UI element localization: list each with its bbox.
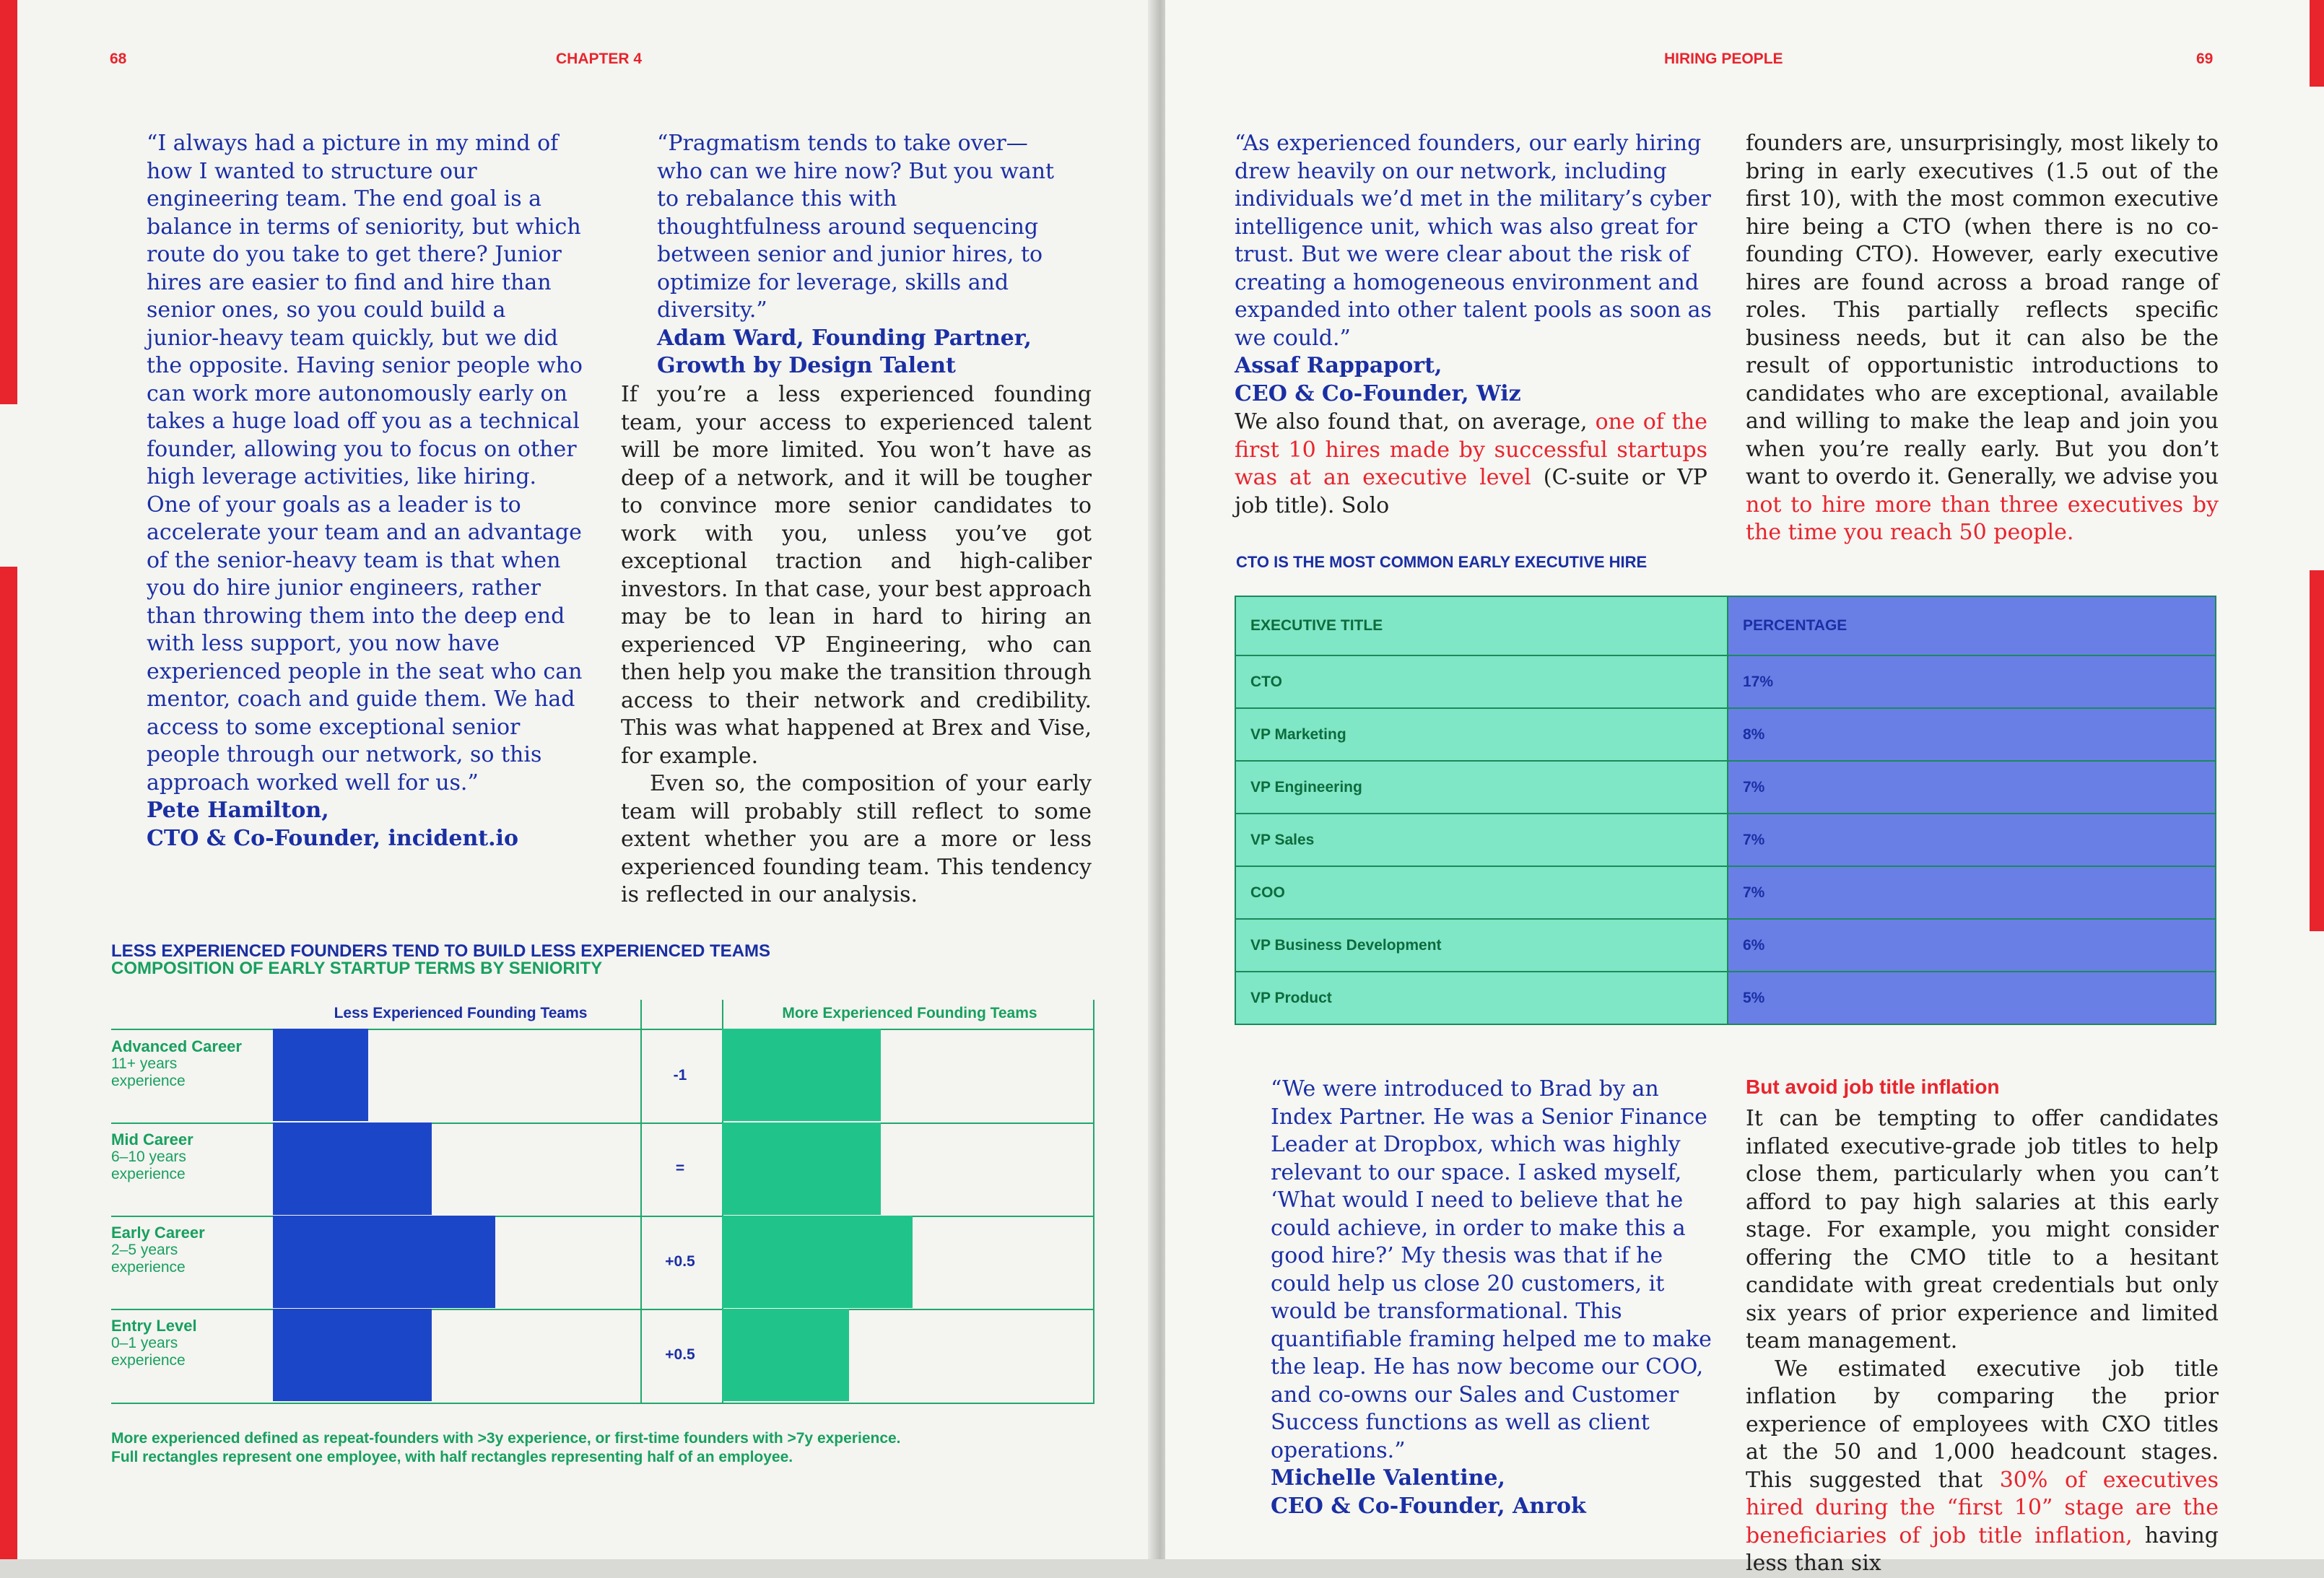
- row-divider: [111, 1403, 1094, 1404]
- bar-less-2: [273, 1216, 495, 1308]
- row-label-name: Mid Career: [111, 1130, 193, 1148]
- text-run: having less than six: [1746, 1522, 2219, 1576]
- text-run: founders are, unsurprisingly, most likely to bring in early executives (1.5 out of the first 10), with the most common executive hire being a CTO (when there is no co-founding CTO). However, early executive hires are found across a broad range of roles. This partially reflects specific business needs, but it can also be the result of opportunistic introductions to candidates who are exceptional, available and willing to make the leap and join you when you’re really early. But you don’t want to overdo it. Generally, we advise you: [1746, 131, 2219, 489]
- edge-tab: [0, 0, 17, 404]
- difference-early: +0.5: [665, 1253, 695, 1270]
- difference-advanced: -1: [673, 1067, 687, 1084]
- bar-more-1: [722, 1123, 881, 1215]
- table-header-cell: EXECUTIVE TITLE: [1235, 596, 1728, 655]
- quote-author: Assaf Rappaport,: [1235, 353, 1442, 378]
- row-label-entry: [111, 1317, 197, 1369]
- quote-block-hamilton: [147, 130, 583, 853]
- paragraph: [1746, 130, 2219, 547]
- quote-text: “We were introduced to Brad by an Index Partner. He was a Senior Finance Leader at Dropbox, which was highly relevant to our space. I asked myself, ‘What would I need to believe that he could achieve, in order to make this a good hire?’ My thesis was that if he could help us close 20 customers, it would be transformational. This quantifiable framing helped me to make the leap. He has now become our COO, and co-owns our Sales and Customer Success functions as well as client operations.”: [1271, 1076, 1712, 1463]
- row-label-range: 6–10 years: [111, 1148, 186, 1165]
- table-cell: COO: [1235, 866, 1728, 919]
- body-column: [1746, 130, 2219, 547]
- edge-tab: [2310, 0, 2324, 87]
- bar-more-2: [722, 1216, 913, 1308]
- row-divider: [111, 1029, 1094, 1030]
- chart-title: LESS EXPERIENCED FOUNDERS TEND TO BUILD LESS EXPERIENCED TEAMS: [111, 941, 771, 961]
- row-label-range: 0–1 years: [111, 1335, 178, 1351]
- quote-text: “Pragmatism tends to take over—who can we hire now? But you want to rebalance this with thoughtfulness around sequencing between senior and junior hires, to optimize for leverage, skills and diversity.”: [657, 131, 1055, 323]
- row-label-unit: experience: [111, 1352, 186, 1369]
- quote-author: Pete Hamilton,: [147, 798, 329, 823]
- table-cell: 7%: [1728, 761, 2216, 814]
- page-number: 69: [2196, 51, 2214, 67]
- chart-footnote: [111, 1429, 901, 1467]
- table-cell: VP Product: [1235, 972, 1728, 1024]
- table-row: [1235, 655, 2216, 708]
- table-cell: CTO: [1235, 655, 1728, 708]
- bar-more-3: [722, 1309, 849, 1401]
- row-label-unit: experience: [111, 1073, 186, 1089]
- bar-less-3: [273, 1309, 432, 1401]
- table-row: [1235, 919, 2216, 972]
- bar-less-0: [273, 1029, 368, 1121]
- table-cell: 17%: [1728, 655, 2216, 708]
- table-cell: VP Engineering: [1235, 761, 1728, 814]
- running-head: HIRING PEOPLE: [1664, 51, 1783, 67]
- footnote-line: Full rectangles represent one employee, with half rectangles representing half of an employee.: [111, 1449, 793, 1465]
- quote-text: “I always had a picture in my mind of how I wanted to structure our engineering team. The end goal is a balance in terms of seniority, but which route do you take to get there? Junior hires are easier to find and hire than senior ones, so you could build a junior-heavy team quickly, but we did the opposite. Having senior people who can work more autonomously early on takes a huge load off you as a technical founder, allowing you to focus on other high leverage activities, like hiring. One of your goals as a leader is to accelerate your team and an advantage of the senior-heavy team is that when you do hire junior engineers, rather than throwing them into the deep end with less support, you now have experienced people in the seat who can mentor, coach and guide them. We had access to some exceptional senior people through our network, so this approach worked well for us.”: [147, 131, 583, 795]
- row-label-name: Entry Level: [111, 1317, 197, 1335]
- quote-author-title: CEO & Co-Founder, Wiz: [1235, 380, 1521, 406]
- table-row: [1235, 708, 2216, 761]
- row-label-unit: experience: [111, 1166, 186, 1182]
- text-run: We estimated executive job title inflation by comparing the prior experience of employees with CXO titles at the 50 and 1,000 headcount stages. This suggested that: [1746, 1356, 2219, 1493]
- table-cell: 7%: [1728, 866, 2216, 919]
- table-cell: VP Marketing: [1235, 708, 1728, 761]
- row-label-mid: [111, 1131, 193, 1183]
- table-title: CTO IS THE MOST COMMON EARLY EXECUTIVE HIRE: [1236, 553, 1648, 571]
- paragraph: It can be tempting to offer candidates inflated executive-grade job titles to help close them, particularly when you can’t afford to pay high salaries at this early stage. For example, you might consider offering the CMO title to a hesitant candidate with great credentials but only six years of prior experience and limited team management.: [1746, 1106, 2219, 1353]
- page-number: 68: [110, 51, 127, 67]
- executive-hire-table: [1235, 596, 2216, 1025]
- row-label-name: Early Career: [111, 1224, 205, 1242]
- table-row: [1235, 866, 2216, 919]
- table-cell: VP Sales: [1235, 814, 1728, 866]
- table-cell: 8%: [1728, 708, 2216, 761]
- table-header-cell: PERCENTAGE: [1728, 596, 2216, 655]
- quote-author-title: CTO & Co-Founder, incident.io: [147, 825, 518, 851]
- chart-subtitle: COMPOSITION OF EARLY STARTUP TERMS BY SENIORITY: [111, 959, 603, 978]
- table-header-row: [1235, 596, 2216, 655]
- row-label-early: [111, 1224, 205, 1276]
- text-run: (C-suite or VP job title). Solo: [1235, 465, 1707, 518]
- quote-block-ward: [657, 130, 1061, 380]
- row-divider: [111, 1123, 1094, 1124]
- row-divider: [111, 1216, 1094, 1217]
- quote-author: Michelle Valentine,: [1271, 1465, 1505, 1491]
- highlight: 30% of executives hired during the “first 10” stage are the beneficiaries of job title inflation,: [1746, 1467, 2219, 1548]
- quote-author-title: CEO & Co-Founder, Anrok: [1271, 1493, 1586, 1519]
- difference-entry: +0.5: [665, 1346, 695, 1363]
- table-row: [1235, 814, 2216, 866]
- running-head: CHAPTER 4: [556, 51, 643, 67]
- table-cell: 6%: [1728, 919, 2216, 972]
- body-column: [1746, 1105, 2219, 1578]
- series-header-more: More Experienced Founding Teams: [782, 1005, 1037, 1021]
- row-label-range: 2–5 years: [111, 1242, 178, 1258]
- paragraph: [1235, 409, 1707, 520]
- difference-mid: =: [675, 1160, 685, 1177]
- highlight: not to hire more than three executives by the time you reach 50 people.: [1746, 492, 2219, 545]
- quote-block-valentine: [1271, 1076, 1718, 1520]
- row-label-unit: experience: [111, 1259, 186, 1276]
- table-cell: VP Business Development: [1235, 919, 1728, 972]
- table-row: [1235, 761, 2216, 814]
- paragraph: If you’re a less experienced founding team, your access to experienced talent will be more limited. You won’t have as deep of a network, and it will be tougher to convince more senior candidates to work with you, unless you’ve got exceptional traction and high-caliber investors. In that case, your best approach may be to lean in hard to hiring an experienced VP Engineering, who can then help you make the transition through access to their network and credibility. This was what happened at Brex and Vise, for example.: [621, 382, 1092, 769]
- bar-less-1: [273, 1123, 432, 1215]
- highlight: one of the first 10 hires made by successful startups was at an executive level: [1235, 409, 1707, 490]
- edge-tab: [0, 567, 17, 1559]
- paragraph: Even so, the composition of your early team will probably still reflect to some extent whether you are a more or less experienced founding team. This tendency is reflected in our analysis.: [621, 771, 1092, 907]
- series-header-less: Less Experienced Founding Teams: [334, 1005, 588, 1021]
- text-run: We also found that, on average,: [1235, 409, 1588, 435]
- quote-author: Adam Ward, Founding Partner,: [657, 325, 1032, 351]
- quote-author-title: Growth by Design Talent: [657, 353, 956, 378]
- table-cell: 5%: [1728, 972, 2216, 1024]
- quote-text: “As experienced founders, our early hiring drew heavily on our network, including individuals we’d met in the military’s cyber intelligence unit, which was also great for trust. But we were clear about the risk of creating a homogeneous environment and expanded into other talent pools as soon as we could.”: [1235, 131, 1712, 351]
- table-cell: 7%: [1728, 814, 2216, 866]
- paragraph: [1746, 1356, 2219, 1578]
- row-label-range: 11+ years: [111, 1055, 178, 1072]
- body-column: [621, 381, 1092, 910]
- edge-tab: [2310, 570, 2324, 931]
- row-label-advanced: [111, 1038, 242, 1090]
- chart-divider: [1093, 1000, 1094, 1404]
- chart-divider: [640, 1000, 642, 1404]
- body-paragraph: [1235, 409, 1707, 520]
- footnote-line: More experienced defined as repeat-founders with >3y experience, or first-time founders with >7y experience.: [111, 1430, 901, 1447]
- section-subheading: But avoid job title inflation: [1746, 1076, 2000, 1098]
- bar-more-0: [722, 1029, 881, 1121]
- table-row: [1235, 972, 2216, 1024]
- row-divider: [111, 1309, 1094, 1310]
- row-label-name: Advanced Career: [111, 1037, 242, 1055]
- left-page: [0, 0, 1154, 1559]
- quote-block-rappaport: [1235, 130, 1718, 408]
